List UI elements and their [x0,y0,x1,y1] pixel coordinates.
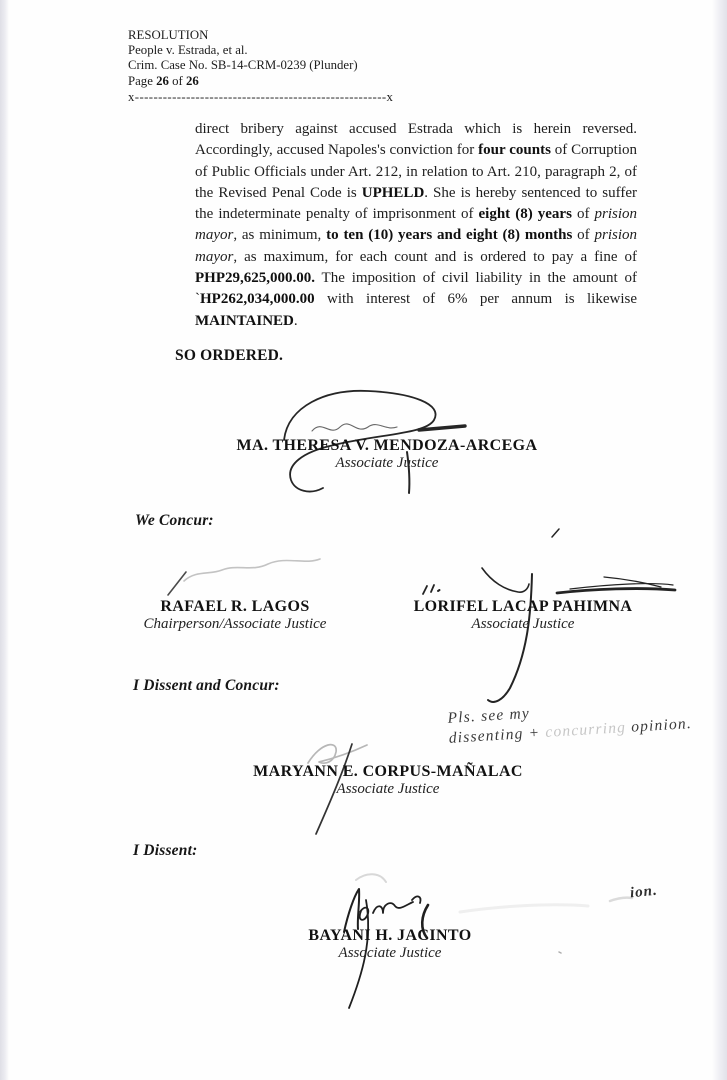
signatory-title: Associate Justice [471,616,575,632]
page-label: Page [128,73,153,88]
signatory-name: BAYANI H. JACINTO [308,927,472,944]
page-of: of [172,73,183,88]
signatory-block-jacinto [170,927,610,962]
header-title: RESOLUTION [128,28,209,42]
handwritten-fragment: ion. [629,882,659,902]
page-number: 26 [156,73,169,88]
signatory-title: Chairperson/Associate Justice [143,616,327,632]
header-separator: x------------------------------------------------------x [128,89,394,104]
document-header [128,28,393,105]
scan-edge-left [0,0,9,1080]
header-page-indicator [128,74,393,89]
page-total: 26 [185,73,199,88]
so-ordered-line: SO ORDERED. [175,347,284,364]
header-case-name: People v. Estrada, et al. [128,43,248,58]
signatory-title: Associate Justice [338,945,442,961]
header-case-number: Crim. Case No. SB-14-CRM-0239 (Plunder) [128,58,358,73]
signatory-name: LORIFEL LACAP PAHIMNA [413,598,633,615]
signatory-name: MARYANN E. CORPUS-MAÑALAC [253,763,523,780]
signatory-name: RAFAEL R. LAGOS [160,598,310,615]
signatory-name: MA. THERESA V. MENDOZA-ARCEGA [236,437,538,454]
signatory-block-corpus-manalac [168,763,608,798]
handwritten-note-line1: Pls. see my [447,704,531,727]
signatory-title: Associate Justice [336,781,440,797]
section-we-concur: We Concur: [135,512,214,529]
signatory-block-lagos [85,598,385,633]
signature-lagos [168,559,320,595]
signatory-block-ponente [167,437,607,472]
handwritten-note-line2: dissenting + concurring opinion. [448,714,693,747]
ruling-paragraph: direct bribery against accused Estrada which is herein reversed. Accordingly, accused Napoles's conviction for four counts of Corruption of Public Officials under Art. 212, in relation to Art. 210, paragraph 2, of the Revised Penal Code is UPHELD. She is hereby sentenced to suffer the indeterminate penalty of imprisonment of eight (8) years of prision mayor, as minimum, to ten (10) years and eight (8) months of prision mayor, as maximum, for each count and is ordered to pay a fine of PHP29,625,000.00. The imposition of civil liability in the amount of `HP262,034,000.00 with interest of 6% per annum is likewise MAINTAINED. [195,121,637,329]
signatory-title: Associate Justice [335,455,439,471]
signatory-block-pahimna [373,598,673,633]
scan-edge-right [712,0,727,1080]
section-dissent-and-concur: I Dissent and Concur: [133,677,280,694]
section-dissent: I Dissent: [133,842,198,859]
handwritten-note [447,691,727,749]
